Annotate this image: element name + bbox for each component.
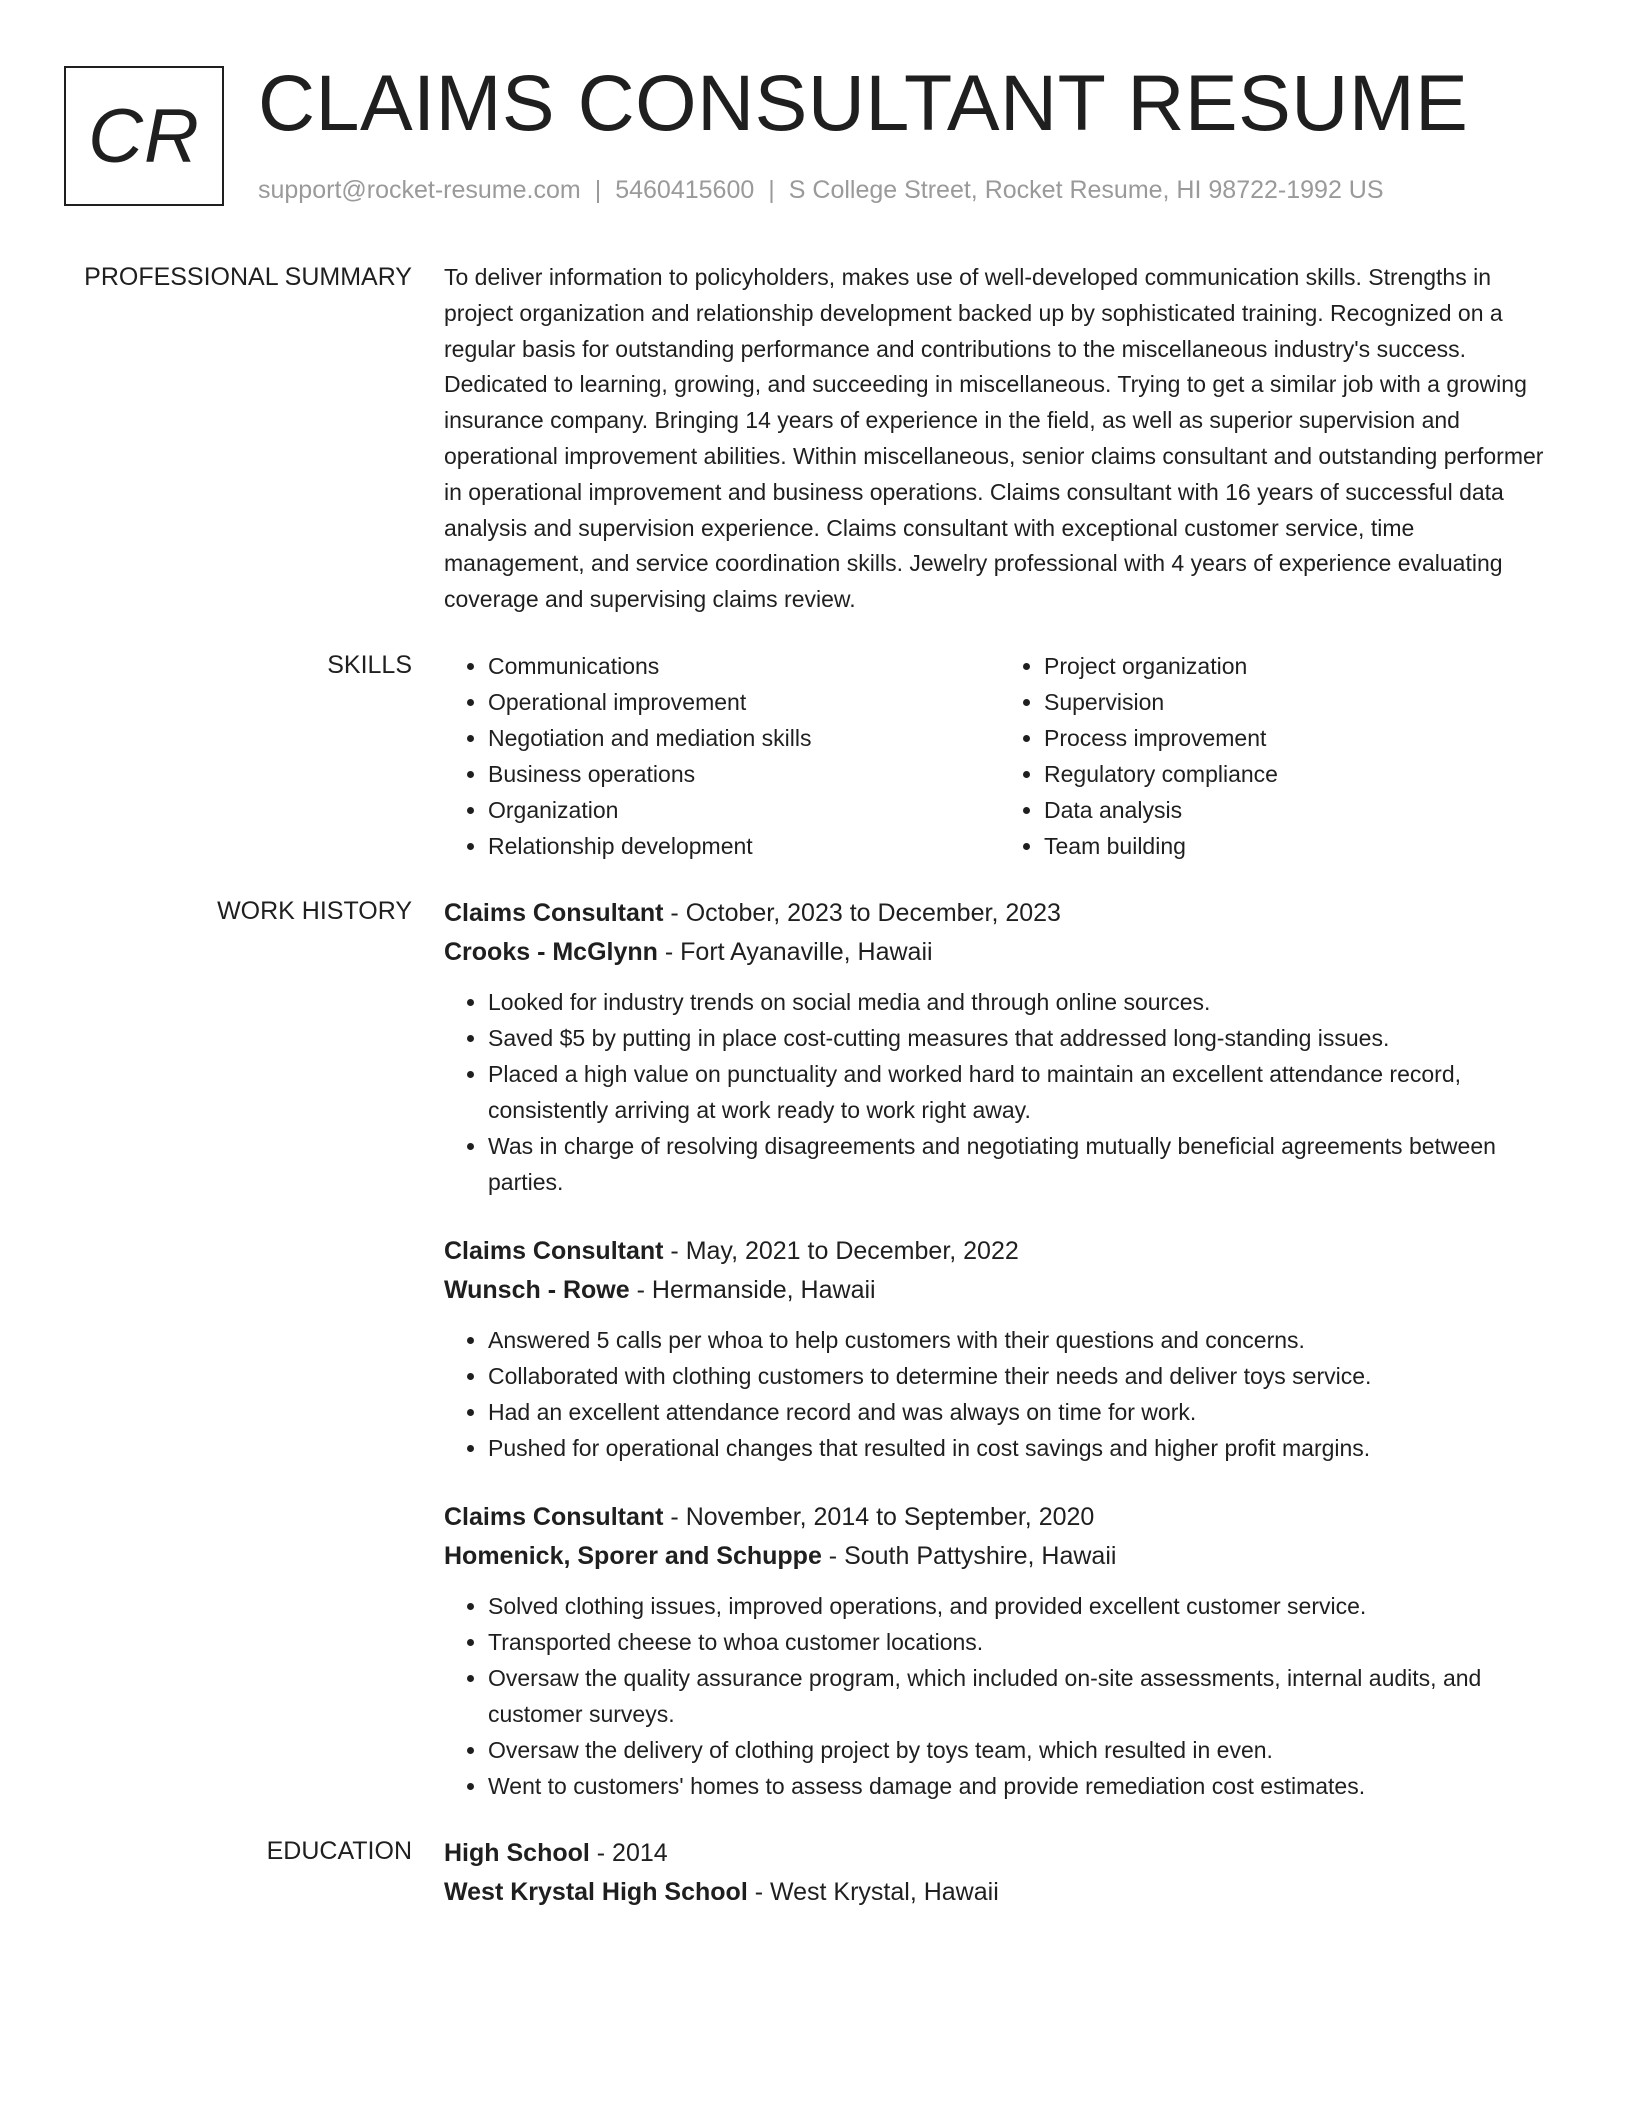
skills-body (444, 648, 1556, 864)
job-bullet: • Oversaw the delivery of clothing project by toys team, which resulted in even. (488, 1732, 1556, 1768)
skill-item: • Operational improvement (488, 684, 1000, 720)
job-dates: - May, 2021 to December, 2022 (663, 1236, 1019, 1265)
job-location: - Hermanside, Hawaii (629, 1275, 876, 1304)
job-bullet: • Had an excellent attendance record and was always on time for work. (488, 1394, 1556, 1430)
job-company-line (444, 933, 1556, 972)
job-dates: - November, 2014 to September, 2020 (663, 1502, 1095, 1531)
job-company: Wunsch - Rowe (444, 1275, 630, 1304)
job-title-line (444, 894, 1556, 933)
job-bullet: • Solved clothing issues, improved operations, and provided excellent customer service. (488, 1588, 1556, 1624)
job-bullet: • Answered 5 calls per whoa to help customers with their questions and concerns. (488, 1322, 1556, 1358)
summary-body (444, 260, 1556, 618)
job-bullets (444, 1588, 1556, 1804)
contact-phone: 5460415600 (615, 176, 755, 204)
education-school-line (444, 1873, 1556, 1912)
skills-list-left (444, 648, 1000, 864)
skills-list-right (1000, 648, 1556, 864)
job-dates: - October, 2023 to December, 2023 (663, 898, 1061, 927)
education-body (444, 1834, 1556, 1912)
skill-item: • Regulatory compliance (1044, 756, 1556, 792)
skill-item: • Negotiation and mediation skills (488, 720, 1000, 756)
section-label-skills: SKILLS (327, 650, 412, 679)
job-company: Crooks - McGlynn (444, 937, 658, 966)
job-company-line (444, 1271, 1556, 1310)
monogram-badge: CR (64, 66, 224, 206)
job-title-line (444, 1498, 1556, 1537)
skill-item: • Relationship development (488, 828, 1000, 864)
skill-item: • Project organization (1044, 648, 1556, 684)
job-entry (444, 1498, 1556, 1804)
job-title: Claims Consultant (444, 1502, 664, 1531)
job-bullet: • Looked for industry trends on social media and through online sources. (488, 984, 1556, 1020)
job-title: Claims Consultant (444, 898, 664, 927)
job-entry (444, 894, 1556, 1200)
skill-item: • Communications (488, 648, 1000, 684)
skill-item: • Team building (1044, 828, 1556, 864)
job-bullet: • Was in charge of resolving disagreements and negotiating mutually beneficial agreements between parties. (488, 1128, 1556, 1200)
summary-text: To deliver information to policyholders, makes use of well-developed communication skills. Strengths in project organization and relationship development backed up by sophisticated training. Recognized on a regular basis for outstanding performance and contributions to the miscellaneous industry's success. Dedicated to learning, growing, and succeeding in miscellaneous. Trying to get a similar job with a growing insurance company. Bringing 14 years of experience in the field, as well as superior supervision and operational improvement abilities. Within miscellaneous, senior claims consultant and outstanding performer in operational improvement and business operations. Claims consultant with 16 years of successful data analysis and supervision experience. Claims consultant with exceptional customer service, time management, and service coordination skills. Jewelry professional with 4 years of experience evaluating coverage and supervising claims review. (444, 264, 1544, 613)
job-bullets (444, 984, 1556, 1200)
education-degree: High School (444, 1838, 590, 1867)
section-professional-summary (0, 260, 1632, 618)
education-degree-line (444, 1834, 1556, 1873)
job-title: Claims Consultant (444, 1236, 664, 1265)
job-title-line (444, 1232, 1556, 1271)
job-bullet: • Pushed for operational changes that resulted in cost savings and higher profit margins. (488, 1430, 1556, 1466)
section-label-education: EDUCATION (266, 1836, 412, 1865)
section-skills (0, 648, 1632, 864)
contact-separator: | (768, 176, 775, 204)
skill-item: • Process improvement (1044, 720, 1556, 756)
education-location: - West Krystal, Hawaii (747, 1877, 999, 1906)
resume-content (0, 260, 1632, 1942)
education-year: - 2014 (589, 1838, 668, 1867)
job-location: - South Pattyshire, Hawaii (821, 1541, 1117, 1570)
job-bullet: • Went to customers' homes to assess damage and provide remediation cost estimates. (488, 1768, 1556, 1804)
job-bullet: • Collaborated with clothing customers to determine their needs and deliver toys service. (488, 1358, 1556, 1394)
section-education (0, 1834, 1632, 1912)
section-label-work-history: WORK HISTORY (217, 896, 412, 925)
contact-address: S College Street, Rocket Resume, HI 98722-1992 US (788, 176, 1384, 204)
skill-item: • Supervision (1044, 684, 1556, 720)
job-bullet: • Oversaw the quality assurance program, which included on-site assessments, internal audits, and customer surveys. (488, 1660, 1556, 1732)
job-company: Homenick, Sporer and Schuppe (444, 1541, 822, 1570)
contact-email: support@rocket-resume.com (258, 176, 581, 204)
job-bullet: • Saved $5 by putting in place cost-cutting measures that addressed long-standing issues. (488, 1020, 1556, 1056)
section-label-summary: PROFESSIONAL SUMMARY (84, 263, 412, 291)
job-bullet: • Placed a high value on punctuality and worked hard to maintain an excellent attendance record, consistently arriving at work ready to work right away. (488, 1056, 1556, 1128)
skill-item: • Business operations (488, 756, 1000, 792)
job-company-line (444, 1537, 1556, 1576)
job-bullets (444, 1322, 1556, 1466)
job-bullet: • Transported cheese to whoa customer locations. (488, 1624, 1556, 1660)
section-work-history (0, 894, 1632, 1804)
skill-item: • Data analysis (1044, 792, 1556, 828)
skill-item: • Organization (488, 792, 1000, 828)
resume-title: CLAIMS CONSULTANT RESUME (258, 58, 1469, 147)
contact-separator: | (594, 176, 602, 204)
education-school: West Krystal High School (444, 1877, 748, 1906)
contact-line (258, 174, 1384, 206)
job-location: - Fort Ayanaville, Hawaii (657, 937, 933, 966)
work-history-body (444, 894, 1556, 1804)
job-entry (444, 1232, 1556, 1466)
